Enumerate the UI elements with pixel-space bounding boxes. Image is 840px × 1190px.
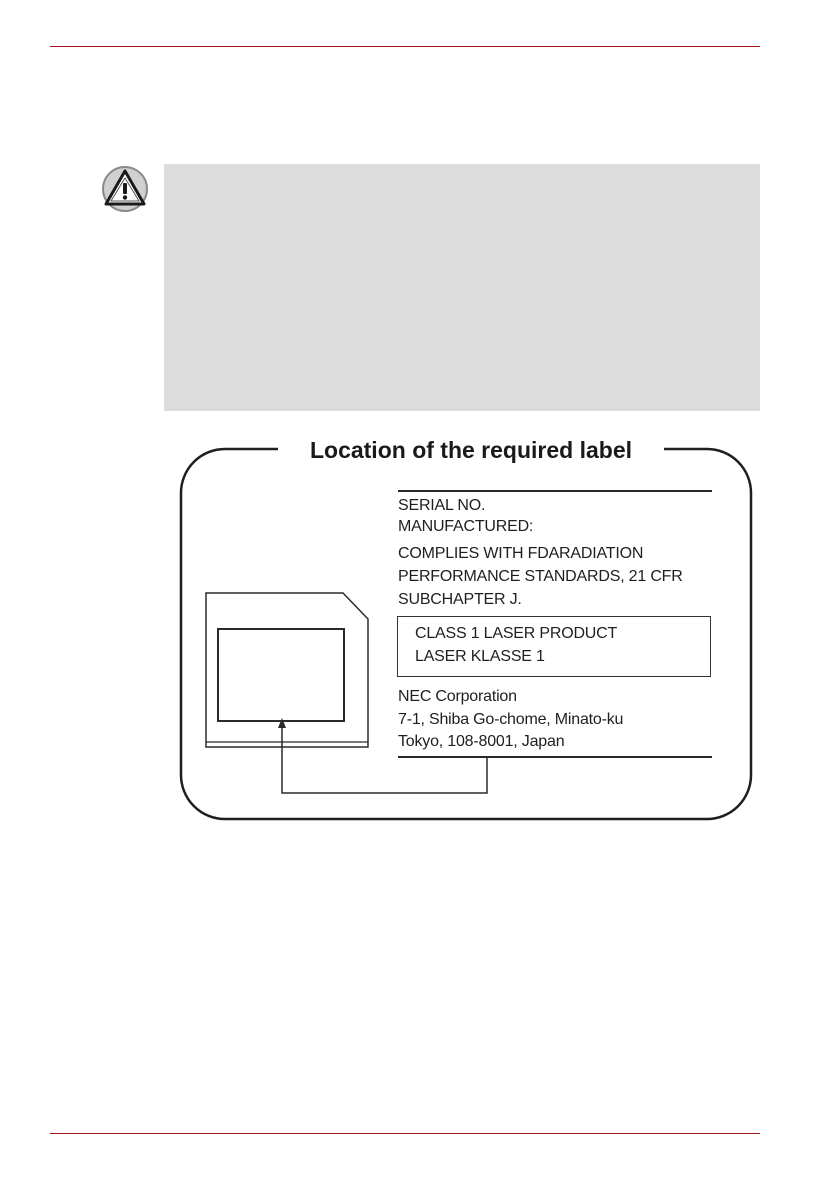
- serial-no-text: SERIAL NO.: [398, 497, 486, 514]
- label-position-rect: [218, 629, 344, 721]
- manufacturer-address-2: Tokyo, 108-8001, Japan: [398, 733, 565, 750]
- leader-arrowhead: [278, 718, 286, 728]
- laser-class-line-2: LASER KLASSE 1: [415, 648, 545, 665]
- laser-class-box: [397, 616, 711, 677]
- footer-rule: [50, 1133, 760, 1134]
- compliance-line-3: SUBCHAPTER J.: [398, 591, 522, 608]
- compliance-line-2: PERFORMANCE STANDARDS, 21 CFR: [398, 568, 683, 585]
- compliance-line-1: COMPLIES WITH FDARADIATION: [398, 545, 644, 562]
- figure-title: Location of the required label: [278, 433, 664, 467]
- laser-class-line-1: CLASS 1 LASER PRODUCT: [415, 625, 618, 642]
- manufacturer-address-1: 7-1, Shiba Go-chome, Minato-ku: [398, 711, 624, 728]
- manufactured-text: MANUFACTURED:: [398, 518, 534, 535]
- header-rule: [50, 46, 760, 47]
- caution-panel: [164, 164, 760, 411]
- warning-triangle-icon: [101, 165, 149, 213]
- manufacturer-name: NEC Corporation: [398, 688, 517, 705]
- label-location-figure: [176, 425, 756, 825]
